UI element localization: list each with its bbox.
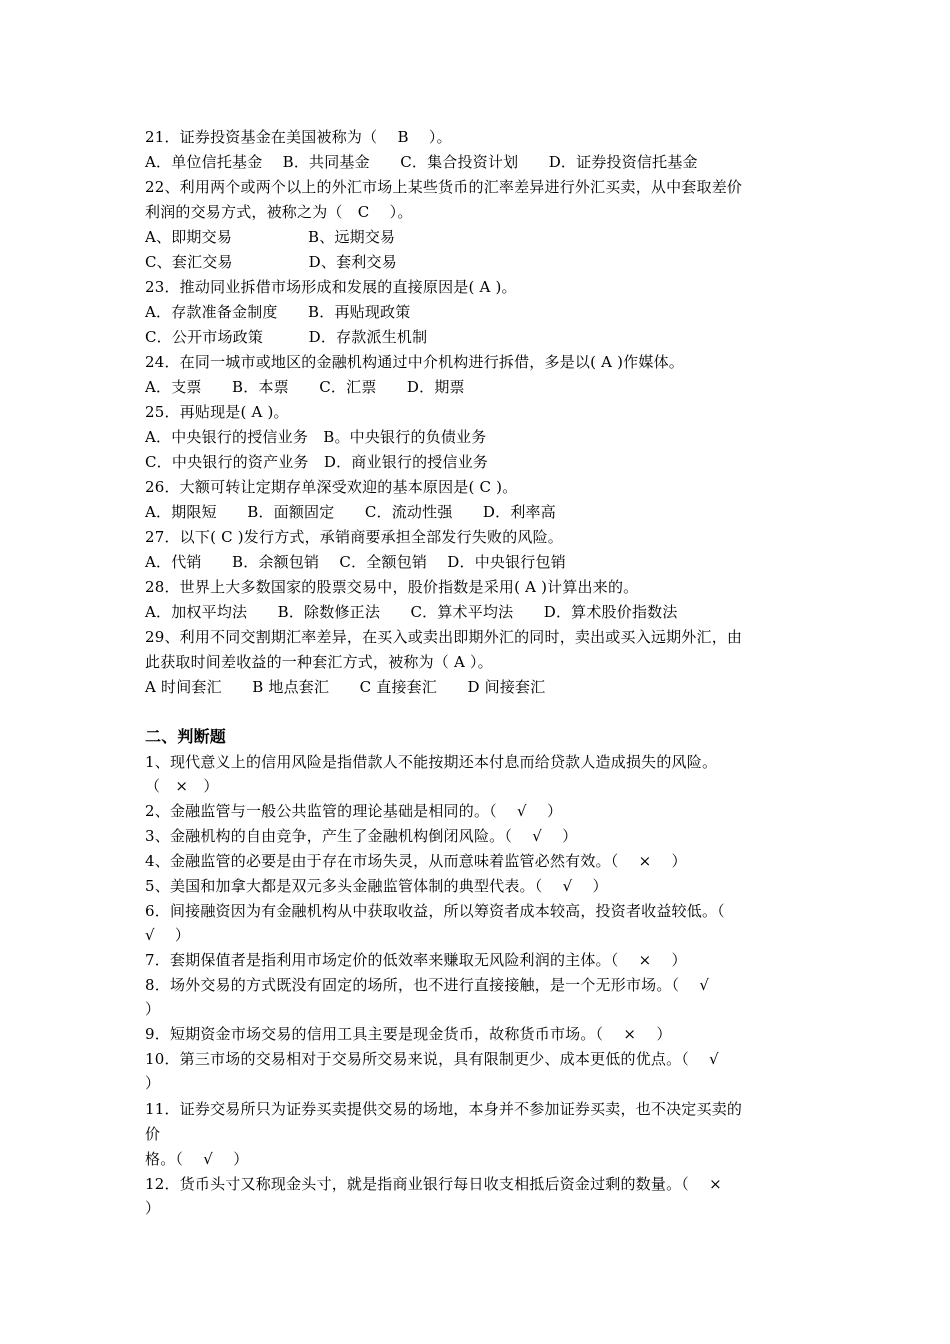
tf11-line-2: 价 (145, 1125, 161, 1143)
q26-options: A．期限短 B．面额固定 C．流动性强 D．利率高 (145, 503, 556, 521)
q25-options-2: C．中央银行的资产业务 D．商业银行的授信业务 (145, 453, 489, 471)
tf8-answer: ） (145, 1000, 161, 1018)
q28-options: A．加权平均法 B．除数修正法 C．算术平均法 D．算术股价指数法 (145, 603, 678, 621)
q29-line-1: 29、利用不同交割期汇率差异，在买入或卖出即期外汇的同时，卖出或买入远期外汇，由 (145, 628, 743, 646)
tf12-answer: ） (145, 1199, 161, 1217)
q22-options-1: A、即期交易 B、远期交易 (145, 228, 396, 246)
tf9-line: 9．短期资金市场交易的信用工具主要是现金货币，故称货币市场。（ × ） (145, 1025, 672, 1043)
tf2-line: 2、金融监管与一般公共监管的理论基础是相同的。（ √ ） (145, 802, 563, 820)
q24-line: 24．在同一城市或地区的金融机构通过中介机构进行拆借，多是以( A )作媒体。 (145, 353, 684, 371)
q23-line: 23．推动同业拆借市场形成和发展的直接原因是( A )。 (145, 278, 517, 296)
tf1-answer: （ × ） (145, 777, 219, 795)
tf6-line-1: 6．间接融资因为有金融机构从中获取收益，所以筹资者成本较高，投资者收益较低。（ (145, 902, 725, 920)
tf8-line-1: 8．场外交易的方式既没有固定的场所，也不进行直接接触，是一个无形市场。（ √ (145, 976, 710, 994)
q24-options: A．支票 B．本票 C．汇票 D．期票 (145, 378, 465, 396)
q25-line: 25．再贴现是( A )。 (145, 403, 289, 421)
q22-options-2: C、套汇交易 D、套利交易 (145, 253, 397, 271)
q25-options-1: A．中央银行的授信业务 B。中央银行的负债业务 (145, 428, 487, 446)
tf7-line: 7．套期保值者是指利用市场定价的低效率来赚取无风险利润的主体。（ × ） (145, 951, 687, 969)
tf10-line-1: 10．第三市场的交易相对于交易所交易来说，具有限制更少、成本更低的优点。（ √ (145, 1050, 719, 1068)
tf3-line: 3、金融机构的自由竞争，产生了金融机构倒闭风险。（ √ ） (145, 827, 578, 845)
tf6-answer: √ ） (145, 926, 191, 944)
q26-line: 26．大额可转让定期存单深受欢迎的基本原因是( C )。 (145, 478, 518, 496)
q27-line: 27．以下( C )发行方式，承销商要承担全部发行失败的风险。 (145, 528, 564, 546)
q22-line-2: 利润的交易方式，被称之为（ C ）。 (145, 203, 413, 221)
section-heading: 二、判断题 (145, 727, 227, 746)
q29-line-2: 此获取时间差收益的一种套汇方式，被称为（ A ）。 (145, 653, 493, 671)
tf4-line: 4、金融监管的必要是由于存在市场失灵，从而意味着监管必然有效。（ × ） (145, 852, 687, 870)
q29-options: A 时间套汇 B 地点套汇 C 直接套汇 D 间接套汇 (145, 678, 546, 696)
q23-options-1: A．存款准备金制度 B．再贴现政策 (145, 303, 411, 321)
tf1-line-1: 1、现代意义上的信用风险是指借款人不能按期还本付息而给贷款人造成损失的风险。 (145, 753, 718, 771)
tf12-line-1: 12．货币头寸又称现金头寸，就是指商业银行每日收支相抵后资金过剩的数量。（ × (145, 1175, 722, 1193)
q21-options: A．单位信托基金 B．共同基金 C．集合投资计划 D．证券投资信托基金 (145, 153, 698, 171)
q22-line-1: 22、利用两个或两个以上的外汇市场上某些货币的汇率差异进行外汇买卖，从中套取差价 (145, 178, 743, 196)
tf10-answer: ） (145, 1074, 161, 1092)
tf11-line-1: 11．证券交易所只为证券买卖提供交易的场地，本身并不参加证券买卖，也不决定买卖的 (145, 1100, 743, 1118)
q23-options-2: C．公开市场政策 D．存款派生机制 (145, 328, 428, 346)
q28-line: 28．世界上大多数国家的股票交易中，股价指数是采用( A )计算出来的。 (145, 578, 639, 596)
tf11-answer: 格。（ √ ） (145, 1150, 249, 1168)
tf5-line: 5、美国和加拿大都是双元多头金融监管体制的典型代表。（ √ ） (145, 877, 608, 895)
q21-line: 21．证券投资基金在美国被称为（ B ）。 (145, 128, 452, 146)
q27-options: A．代销 B．余额包销 C．全额包销 D．中央银行包销 (145, 553, 566, 571)
